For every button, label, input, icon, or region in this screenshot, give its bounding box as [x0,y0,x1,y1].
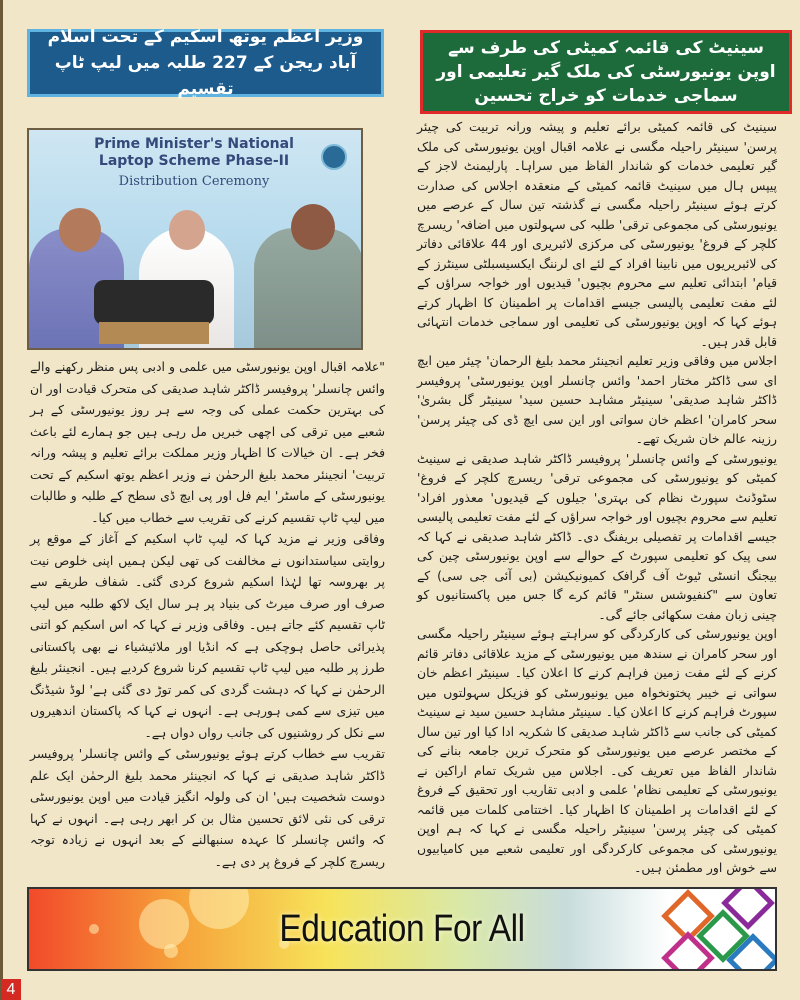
person-right-head [291,204,335,250]
photo-banner-line: Laptop Scheme Phase-II [98,153,290,169]
hec-emblem-icon [321,144,347,170]
photo-banner-line: Distribution Ceremony [118,174,270,189]
laptop-bag [94,280,214,325]
banner-title: Education For All [279,908,525,950]
article-paragraph: اجلاس میں وفاقی وزیر تعلیم انجینئر محمد بلیغ الرحمان' چیئر مین ایچ ای سی ڈاکٹر مختار احمد' وائس چانسلر اوپن یونیورسٹی' پروفیسر ڈاکٹر شاہد صدیقی' سینیٹر مشاہد حسین سید' سینیٹر گل بشریٰ' سحر کامران' اعظم خان سواتی اور این سی ایچ ڈی کی چیئر پرسن' رزینہ عالم خان شریک تھے۔ [417,353,777,446]
page-edge [0,0,3,1000]
article-paragraph: یونیورسٹی کے وائس چانسلر' پروفیسر ڈاکٹر شاہد صدیقی نے سینیٹ کمیٹی کو یونیورسٹی کی مجموعی ترقی' ریسرچ کلچر کے فروغ' سٹوڈنٹ سپورٹ نظام کی بہتری' جیلوں کے قیدیوں' معذور افراد' تعلیم سے محروم بچیوں اور خواجہ سراؤں کے لئے مفت تعلیمی پالیسی جیسے اقدامات پر تفصیلی بریفنگ دی۔ ڈاکٹر شاہد صدیقی نے کہا کہ سی پیک کو تعلیمی سپورٹ کے حوالے سے اوپن یونیورسٹی چین کی بیجنگ انسٹی ٹیوٹ آف گرافک کمیونیکیشن (بی آئی جی سی) کے تعاون سے "کنفیوشس سنٹر" قائم کرے گا جس میں پاکستانیوں کو چینی زبان مفت سکھائی جائے گی۔ [417,450,777,622]
article-laptop-distribution [30,356,385,872]
article-senate-committee [417,117,777,878]
article-paragraph: تقریب سے خطاب کرتے ہوئے یونیورسٹی کے وائس چانسلر' پروفیسر ڈاکٹر شاہد صدیقی نے کہا کہ انجینئر محمد بلیغ الرحمٰن ایک علم دوست شخصیت ہیں' ان کی ولولہ انگیز قیادت میں اوپن یونیورسٹی ترقی کی نئی لائق تحسین مثال بن کر ابھر رہی ہے۔ انہوں نے کہا کہ وائس چانسلر کا عہدہ سنبھالنے کے بعد انہوں نے زیادہ توجہ ریسرچ کلچر کے فروغ پر دی ہے۔ [30,746,385,869]
article-paragraph: اوپن یونیورسٹی کی کارکردگی کو سراہتے ہوئے سینیٹر راحیلہ مگسی اور سحر کامران نے سندھ میں یونیورسٹی کے مزید علاقائی دفاتر قائم کرنے کے لئے مفت زمین فراہم کرنے کا اعلان کیا۔ سینیٹر اعظم خان سواتی نے خیبر پختونخواہ میں یونیورسٹی کو فزیکل سہولتوں میں سپورٹ فراہم کرنے کا اعلان کیا۔ سینیٹر مشاہد حسین سید نے سینیٹ کمیٹی کی جانب سے ڈاکٹر شاہد صدیقی کا شکریہ ادا کیا اور تین سال کے مختصر عرصے میں یونیورسٹی کو متحرک ترین جامعہ بنانے کی شاندار الفاظ میں تعریف کی۔ اجلاس میں شریک تمام اراکین نے یونیورسٹی کے تعلیمی نظام' علمی و ادبی تقاریب اور تحقیق کے فروغ کے لئے اقدامات پر اطمینان کا اظہار کیا۔ اختتامی کلمات میں قائمہ کمیٹی کی چیئر پرسن' سینیٹر راحیلہ مگسی نے کہا کہ ہم اوپن یونیورسٹی کی مجموعی کارکردگی اور تعلیمی شعبے میں کامیابیوں سے خوش اور مطمئن ہیں۔ [417,626,777,875]
education-for-all-banner [27,887,777,971]
photo-banner-line: Prime Minister's National [94,136,294,152]
person-center-head [169,210,205,250]
ceremony-photo [27,128,363,350]
headline-senate-committee [420,30,792,114]
page-number: 4 [1,979,21,1000]
headline-text: سینیٹ کی قائمہ کمیٹی کی طرف سے اوپن یونیورسٹی کی ملک گیر تعلیمی اور سماجی خدمات کو خراج تحسین [436,38,776,106]
article-paragraph: وفاقی وزیر نے مزید کہا کہ لیپ ٹاپ اسکیم کے آغاز کے موقع پر روایتی سیاستدانوں نے مخالفت کی تھی لیکن ہمیں اپنی خلوص نیت پر بھروسہ تھا لہٰذا اسکیم شروع کردی گئی۔ شفاف طریقے سے صرف اور صرف میرٹ کی بنیاد پر ہر سال ایک لاکھ طلبہ میں لیپ ٹاپ تقسیم کئے جاتے ہیں۔ وفاقی وزیر نے کہا کہ اس اسکیم کو اتنی پذیرائی حاصل ہوچکی ہے کہ انڈیا اور ملائیشیاء نے بھی پاکستانی طرز پر طلبہ میں لیپ ٹاپ تقسیم کرنا شروع کردیے ہیں۔ انجینئر بلیغ الرحمٰن نے کہا کہ دہشت گردی کی کمر توڑ دی گئی ہے' لوڈ شیڈنگ میں تیزی سے کمی ہورہی ہے۔ انہوں نے کہا کہ پاکستان اندھیروں سے نکل کر روشنیوں کی جانب رواں دواں ہے۔ [30,531,385,740]
headline-laptop-distribution [27,29,384,97]
headline-text: وزیر اعظم یوتھ اسکیم کے تحت اسلام آباد ریجن کے 227 طلبہ میں لیپ ٹاپ تقسیم [47,27,364,99]
article-paragraph: سینیٹ کی قائمہ کمیٹی برائے تعلیم و پیشہ ورانہ تربیت کی چیئر پرسن' سینیٹر راحیلہ مگسی نے علامہ اقبال اوپن یونیورسٹی کی ملک گیر تعلیمی خدمات کو شاندار الفاظ میں سراہا۔ پارلیمنٹ لاجز کے پیپس ہال میں سینیٹ قائمہ کمیٹی کے منعقدہ اجلاس کی صدارت کرتے ہوئے سینیٹر راحیلہ مگسی نے گذشتہ تین سال کے عرصے میں یونیورسٹی کی مجموعی ترقی' طلبہ کی سہولتوں میں اضافہ' ریسرچ کلچر کے فروغ' یونیورسٹی کی مرکزی لائبریری اور 44 علاقائی دفاتر کی لائبریریوں میں نابینا افراد کے لئے ای لرننگ ایکسیسبلٹی سینٹرز کے قیام' ابتدائی تعلیم سے محروم بچیوں' قیدیوں اور خواجہ سراؤں کے لئے مفت تعلیمی پالیسی جیسے اقدامات پر اطمینان کا اظہار کرتے ہوئے کہا کہ اوپن یونیورسٹی کی تعلیمی اور سماجی خدمات انتہائی قابل قدر ہیں۔ [417,119,777,349]
photo-banner-text [89,136,299,170]
person-left-head [59,208,101,252]
laptop-box [99,322,209,344]
article-paragraph: "علامہ اقبال اوپن یونیورسٹی میں علمی و ادبی پس منظر رکھنے والے وائس چانسلر' پروفیسر ڈاکٹر شاہد صدیقی کی متحرک قیادت اور ان کی بہترین حکمت عملی کی وجہ سے ہر روز یونیورسٹی کے ہر شعبے میں ترقی کی اچھی خبریں مل رہی ہیں جو ہمارے لئے باعث فخر ہے۔ ان خیالات کا اظہار وزیر مملکت برائے تعلیم و پیشہ ورانہ تربیت' انجینئر محمد بلیغ الرحمٰن نے وزیر اعظم یوتھ اسکیم کے تحت یونیورسٹی کے ماسٹر' ایم فل اور پی ایچ ڈی سطح کے طلبہ و طالبات میں لیپ ٹاپ تقسیم کرنے کی تقریب سے خطاب میں کیا۔ [30,359,385,525]
